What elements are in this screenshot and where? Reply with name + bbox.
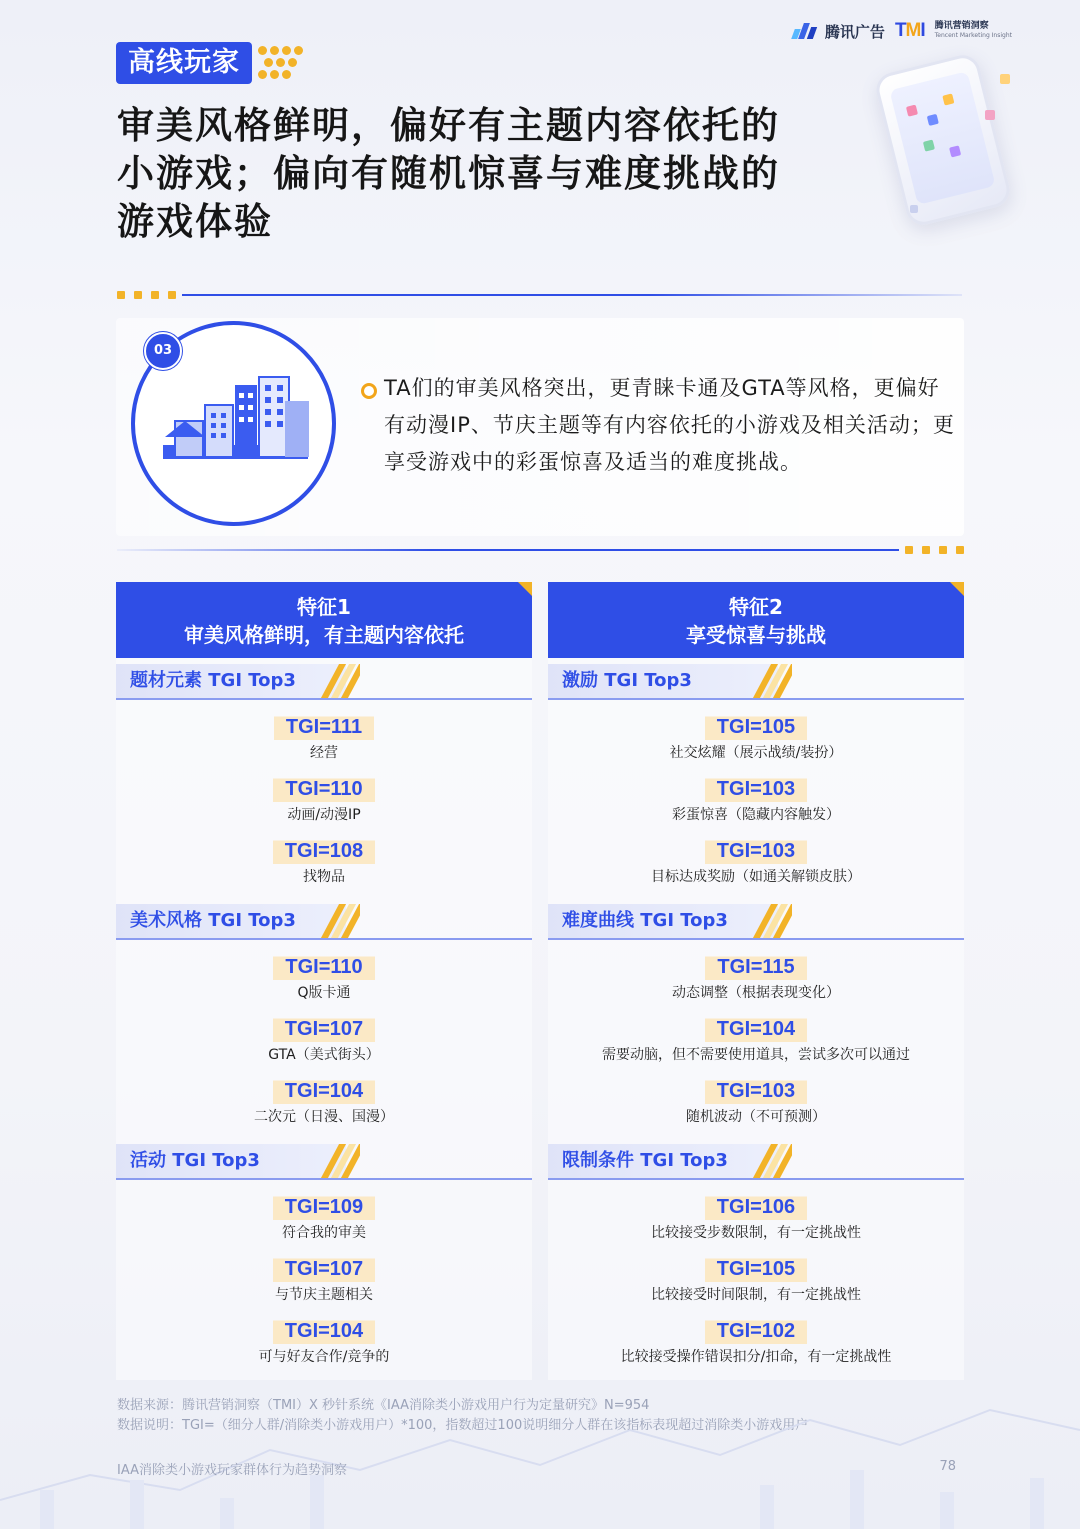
divider-dots	[905, 545, 975, 555]
tgi-item	[548, 1078, 964, 1128]
deco-cube-icon	[1000, 74, 1010, 84]
tgi-value: TGI=103	[705, 776, 807, 802]
tgi-value: TGI=108	[273, 838, 375, 864]
footer-report-title: IAA消除类小游戏玩家群体行为趋势洞察	[117, 1463, 347, 1478]
tgi-item	[116, 838, 532, 888]
tgi-value: TGI=106	[705, 1194, 807, 1220]
section-label-text: 美术风格 TGI Top3	[130, 910, 296, 931]
tgi-value: TGI=111	[274, 714, 374, 740]
tgi-item	[548, 1318, 964, 1368]
tgi-item	[116, 714, 532, 764]
tgi-description: Q版卡通	[297, 985, 351, 1001]
tgi-description: 动态调整（根据表现变化）	[672, 985, 840, 1001]
tgi-description: 经营	[310, 745, 338, 761]
tgi-description: 与节庆主题相关	[275, 1287, 373, 1303]
deco-cube-icon	[985, 110, 995, 120]
stripe-accent-icon	[748, 904, 792, 938]
feature-2-title: 特征2	[729, 595, 783, 619]
tgi-description: GTA（美式街头）	[268, 1047, 380, 1063]
tgi-description: 需要动脑，但不需要使用道具，尝试多次可以通过	[602, 1047, 910, 1063]
audience-tag: 高线玩家	[116, 42, 252, 84]
tgi-description: 二次元（日漫、国漫）	[254, 1109, 394, 1125]
tgi-item	[116, 1078, 532, 1128]
title-line-2: 小游戏；偏向有随机惊喜与难度挑战的	[117, 152, 780, 195]
tgi-description: 找物品	[303, 869, 345, 885]
stripe-accent-icon	[748, 1144, 792, 1178]
feature-2-header	[548, 582, 964, 658]
dot-pattern-icon	[254, 42, 306, 82]
section-label-text: 活动 TGI Top3	[130, 1150, 260, 1171]
tgi-value: TGI=103	[705, 1078, 807, 1104]
section-label	[548, 664, 964, 698]
tmi-logo: TMI	[894, 20, 925, 41]
tgi-value: TGI=105	[705, 714, 807, 740]
brand-header	[793, 18, 1012, 44]
stripe-accent-icon	[748, 664, 792, 698]
tgi-description: 比较接受时间限制，有一定挑战性	[651, 1287, 861, 1303]
stripe-accent-icon	[316, 664, 360, 698]
tgi-item	[548, 714, 964, 764]
bullet-icon	[361, 383, 377, 399]
feature-1-header	[116, 582, 532, 658]
section-label	[548, 1144, 964, 1178]
tgi-value: TGI=107	[273, 1016, 375, 1042]
background-chart-decoration	[0, 1380, 1080, 1529]
tgi-value: TGI=104	[273, 1078, 375, 1104]
divider-dots	[117, 290, 187, 300]
section-label	[116, 664, 532, 698]
tgi-value: TGI=107	[273, 1256, 375, 1282]
tgi-value: TGI=105	[705, 1256, 807, 1282]
tgi-description: 符合我的审美	[282, 1225, 366, 1241]
tgi-description: 目标达成奖励（如通关解锁皮肤）	[651, 869, 861, 885]
section-label-text: 激励 TGI Top3	[562, 670, 692, 691]
tgi-value: TGI=110	[273, 776, 374, 802]
tgi-item	[548, 1016, 964, 1066]
section-label-text: 题材元素 TGI Top3	[130, 670, 296, 691]
section-label	[548, 904, 964, 938]
tmi-name: 腾讯营销洞察	[934, 21, 989, 31]
intro-text: TA们的审美风格突出，更青睐卡通及GTA等风格，更偏好有动漫IP、节庆主题等有内容依托的小游戏及相关活动；更享受游戏中的彩蛋惊喜及适当的难度挑战。	[384, 376, 955, 474]
tgi-item	[116, 954, 532, 1004]
page-title	[117, 102, 847, 246]
tgi-description: 动画/动漫IP	[287, 807, 361, 823]
tgi-item	[116, 1016, 532, 1066]
tgi-value: TGI=103	[705, 838, 807, 864]
divider-line	[182, 294, 962, 296]
tmi-label	[935, 21, 1012, 41]
tgi-description: 比较接受步数限制，有一定挑战性	[651, 1225, 861, 1241]
tgi-item	[116, 1194, 532, 1244]
tgi-description: 彩蛋惊喜（隐藏内容触发）	[672, 807, 840, 823]
deco-cube-icon	[910, 205, 918, 213]
tgi-item	[116, 1318, 532, 1368]
tgi-description: 随机波动（不可预测）	[686, 1109, 826, 1125]
feature-2-subtitle: 享受惊喜与挑战	[686, 623, 826, 647]
tgi-item	[116, 1256, 532, 1306]
page-number: 78	[939, 1459, 956, 1474]
tgi-item	[548, 1194, 964, 1244]
tgi-item	[116, 776, 532, 826]
section-label	[116, 904, 532, 938]
data-explain-note: 数据说明：TGI=（细分人群/消除类小游戏用户）*100，指数超过100说明细分人群在该指标表现超过消除类小游戏用户	[117, 1418, 809, 1433]
data-source-note: 数据来源：腾讯营销洞察（TMI）X 秒针系统《IAA消除类小游戏用户行为定量研究》N=954	[117, 1398, 650, 1413]
feature-1-subtitle: 审美风格鲜明，有主题内容依托	[184, 623, 464, 647]
tencent-ads-name: 腾讯广告	[824, 22, 885, 41]
tgi-item	[548, 1256, 964, 1306]
tgi-item	[548, 954, 964, 1004]
stripe-accent-icon	[316, 1144, 360, 1178]
tgi-value: TGI=109	[273, 1194, 375, 1220]
section-label	[116, 1144, 532, 1178]
divider-line	[117, 549, 899, 551]
tgi-item	[548, 776, 964, 826]
tgi-value: TGI=104	[273, 1318, 375, 1344]
tgi-value: TGI=115	[705, 954, 806, 980]
section-number-badge: 03	[144, 332, 182, 370]
tgi-description: 比较接受操作错误扣分/扣命，有一定挑战性	[620, 1349, 892, 1365]
tgi-value: TGI=110	[273, 954, 374, 980]
tgi-value: TGI=102	[705, 1318, 807, 1344]
tgi-item	[548, 838, 964, 888]
tencent-ads-logo-icon	[793, 23, 815, 39]
phone-illustration-icon	[873, 51, 1014, 228]
tgi-description: 社交炫耀（展示战绩/装扮）	[669, 745, 843, 761]
tgi-description: 可与好友合作/竞争的	[258, 1349, 390, 1365]
tgi-value: TGI=104	[705, 1016, 807, 1042]
title-line-3: 游戏体验	[117, 200, 273, 243]
tmi-subtitle: Tencent Marketing Insight	[934, 32, 1012, 39]
feature-1-title: 特征1	[297, 595, 351, 619]
section-label-text: 限制条件 TGI Top3	[562, 1150, 728, 1171]
stripe-accent-icon	[316, 904, 360, 938]
section-label-text: 难度曲线 TGI Top3	[562, 910, 728, 931]
title-line-1: 审美风格鲜明，偏好有主题内容依托的	[117, 104, 780, 147]
